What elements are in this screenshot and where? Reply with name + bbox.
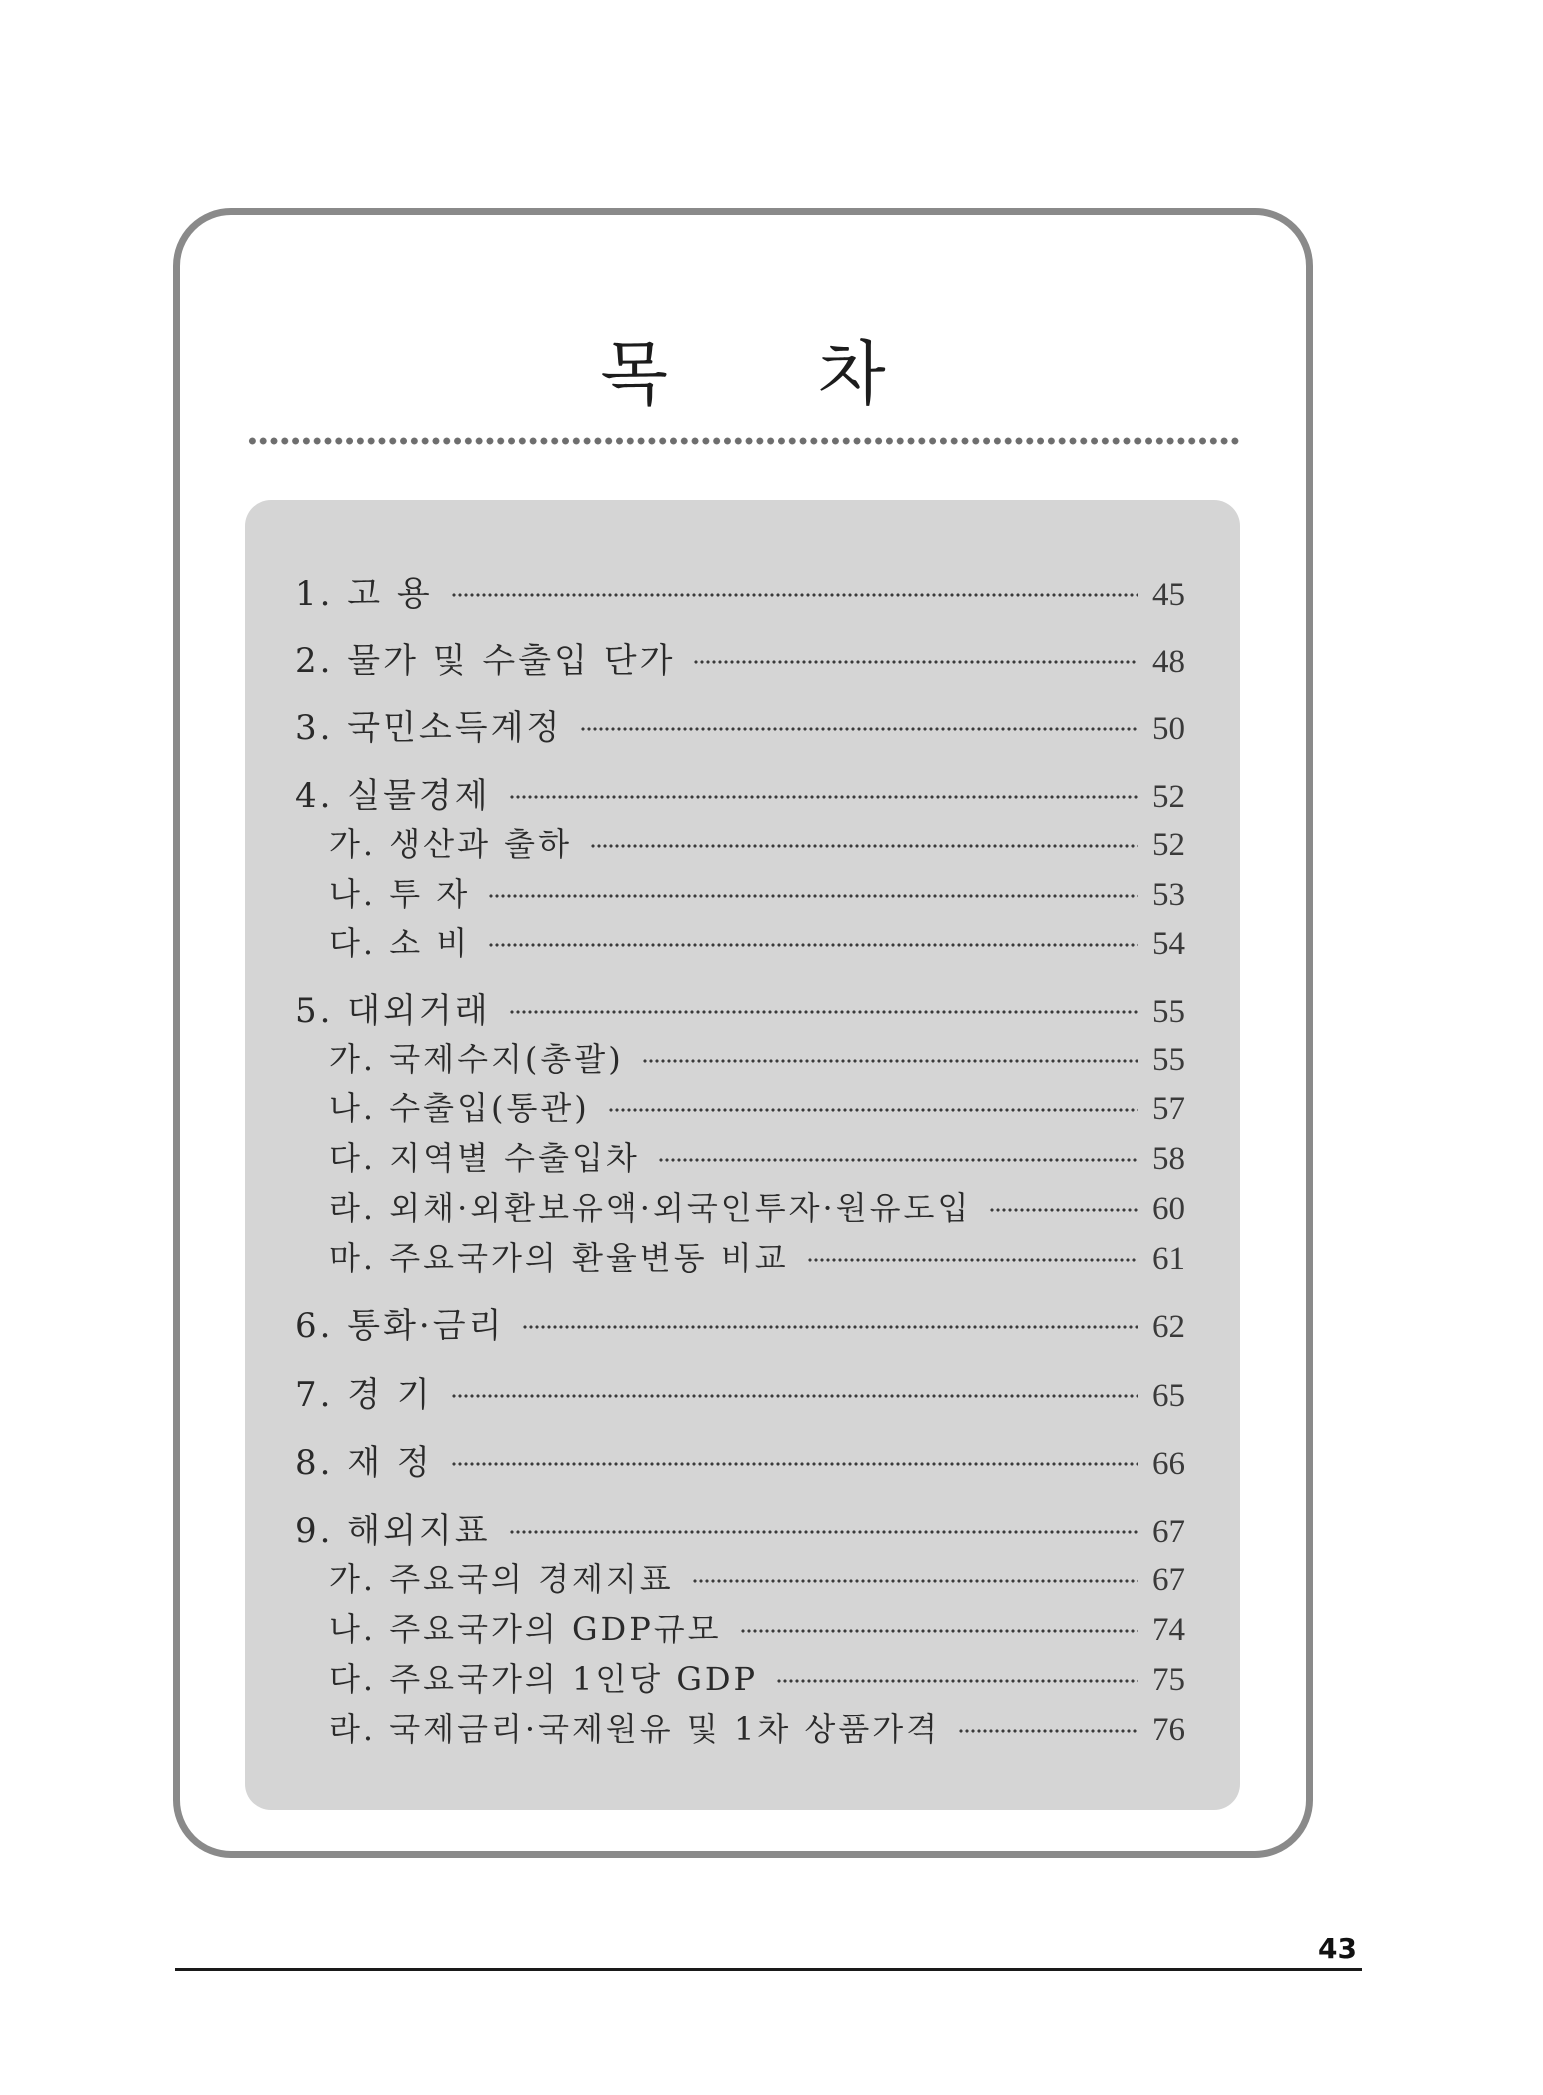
toc-entry[interactable] [295, 1503, 1185, 1552]
toc-leader-dots [488, 941, 1138, 949]
toc-entry-label: 라. 국제금리·국제원유 및 1차 상품가격 [329, 1710, 941, 1748]
toc-entry-label: 나. 투 자 [329, 875, 471, 913]
toc-leader-dots [693, 658, 1138, 666]
toc-leader-dots [509, 1008, 1138, 1016]
toc-leader-dots [488, 892, 1138, 900]
toc-entry-page: 48 [1152, 644, 1185, 680]
toc-entry-label: 나. 주요국가의 GDP규모 [329, 1610, 722, 1648]
toc-entry[interactable] [295, 700, 1185, 749]
toc-subentry[interactable] [329, 1083, 1185, 1129]
toc-entry-label: 8. 재 정 [295, 1443, 433, 1483]
toc-entry[interactable] [295, 566, 1185, 615]
toc-entry-page: 61 [1152, 1241, 1185, 1277]
toc-subentry[interactable] [329, 1034, 1185, 1080]
toc-entry-label: 2. 물가 및 수출입 단가 [295, 641, 676, 681]
toc-entry-page: 54 [1152, 926, 1185, 962]
toc-leader-dots [509, 1528, 1138, 1536]
toc-subentry[interactable] [329, 869, 1185, 915]
toc-entry-page: 58 [1152, 1141, 1185, 1177]
toc-entry-page: 60 [1152, 1191, 1185, 1227]
toc-leader-dots [776, 1677, 1138, 1685]
toc-entry-label: 가. 국제수지(총괄) [329, 1040, 624, 1078]
toc-entry-label: 다. 지역별 수출입차 [329, 1139, 640, 1177]
toc-entry-label: 7. 경 기 [295, 1375, 433, 1415]
title-first-char: 목 [600, 333, 668, 415]
toc-entry-label: 가. 생산과 출하 [329, 825, 572, 863]
toc-subentry[interactable] [329, 1654, 1185, 1700]
toc-entry-page: 53 [1152, 877, 1185, 913]
toc-entry-label: 다. 소 비 [329, 924, 471, 962]
toc-leader-dots [451, 591, 1138, 599]
toc-entry-label: 가. 주요국의 경제지표 [329, 1560, 674, 1598]
toc-subentry[interactable] [329, 819, 1185, 865]
toc-entry[interactable] [295, 1435, 1185, 1484]
toc-entry-label: 3. 국민소득계정 [295, 708, 563, 748]
toc-subentry[interactable] [329, 1704, 1185, 1750]
toc-entry-page: 67 [1152, 1514, 1185, 1550]
toc-entry[interactable] [295, 633, 1185, 682]
toc-leader-dots [658, 1156, 1138, 1164]
toc-entry-page: 52 [1152, 779, 1185, 815]
toc-entry-label: 마. 주요국가의 환율변동 비교 [329, 1239, 789, 1277]
toc-entry-label: 9. 해외지표 [295, 1511, 491, 1551]
toc-subentry[interactable] [329, 1183, 1185, 1229]
toc-entry-label: 6. 통화·금리 [295, 1306, 505, 1346]
toc-entry[interactable] [295, 1367, 1185, 1416]
title-dotted-divider [247, 436, 1240, 446]
toc-entry-label: 라. 외채·외환보유액·외국인투자·원유도입 [329, 1189, 972, 1227]
toc-entry-page: 45 [1152, 577, 1185, 613]
toc-subentry[interactable] [329, 1233, 1185, 1279]
toc-leader-dots [958, 1727, 1138, 1735]
toc-entry-label: 다. 주요국가의 1인당 GDP [329, 1660, 759, 1698]
toc-leader-dots [590, 842, 1138, 850]
toc-entry-label: 나. 수출입(통관) [329, 1089, 590, 1127]
toc-entry-label: 5. 대외거래 [295, 991, 491, 1031]
toc-entry-page: 65 [1152, 1378, 1185, 1414]
toc-list [245, 500, 1240, 1810]
toc-leader-dots [989, 1206, 1138, 1214]
toc-entry-page: 62 [1152, 1309, 1185, 1345]
toc-entry-page: 67 [1152, 1562, 1185, 1598]
toc-entry-label: 4. 실물경제 [295, 776, 491, 816]
toc-leader-dots [642, 1057, 1138, 1065]
toc-entry[interactable] [295, 983, 1185, 1032]
toc-leader-dots [580, 725, 1138, 733]
toc-leader-dots [807, 1256, 1138, 1264]
title-second-char: 차 [818, 333, 886, 415]
toc-leader-dots [740, 1627, 1138, 1635]
toc-leader-dots [522, 1323, 1138, 1331]
toc-panel [245, 500, 1240, 1810]
toc-entry[interactable] [295, 768, 1185, 817]
footer-rule [175, 1968, 1362, 1971]
toc-leader-dots [692, 1577, 1138, 1585]
toc-subentry[interactable] [329, 1133, 1185, 1179]
toc-subentry[interactable] [329, 918, 1185, 964]
toc-entry-page: 52 [1152, 827, 1185, 863]
toc-entry-page: 50 [1152, 711, 1185, 747]
toc-leader-dots [451, 1392, 1138, 1400]
toc-entry-label: 1. 고 용 [295, 574, 433, 614]
toc-subentry[interactable] [329, 1604, 1185, 1650]
toc-leader-dots [509, 793, 1138, 801]
toc-entry-page: 55 [1152, 1042, 1185, 1078]
toc-leader-dots [451, 1460, 1138, 1468]
page-title [173, 318, 1313, 419]
toc-entry-page: 55 [1152, 994, 1185, 1030]
toc-entry-page: 76 [1152, 1712, 1185, 1748]
toc-leader-dots [608, 1106, 1138, 1114]
toc-subentry[interactable] [329, 1554, 1185, 1600]
toc-entry-page: 57 [1152, 1091, 1185, 1127]
toc-entry-page: 75 [1152, 1662, 1185, 1698]
toc-entry[interactable] [295, 1298, 1185, 1347]
toc-entry-page: 66 [1152, 1446, 1185, 1482]
toc-entry-page: 74 [1152, 1612, 1185, 1648]
page-number: 43 [1318, 1932, 1357, 1965]
